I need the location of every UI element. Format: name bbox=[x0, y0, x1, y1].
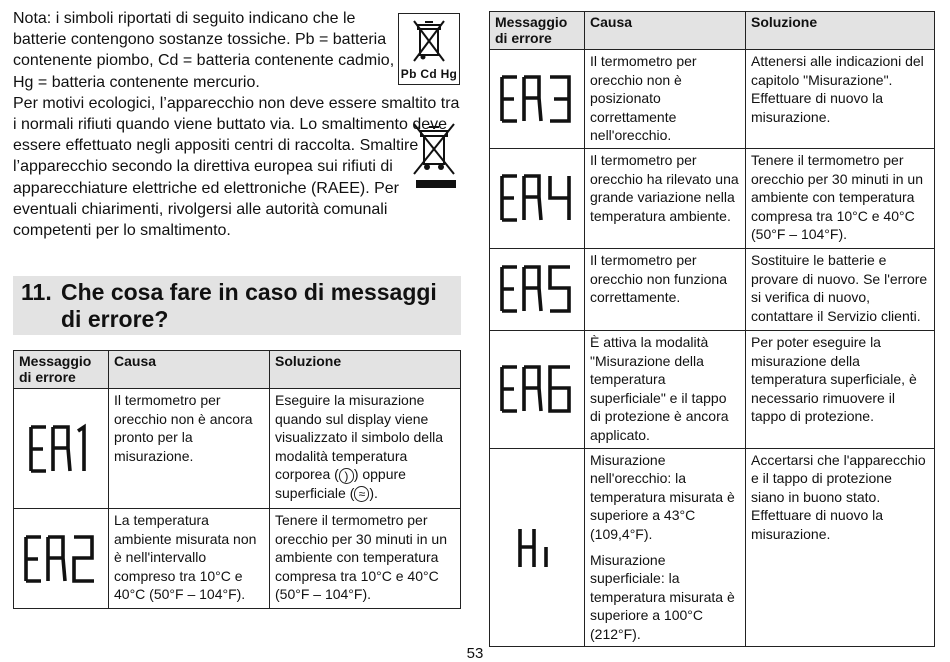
error-table-right bbox=[489, 11, 935, 647]
cause-hi-surface: Misurazione superficiale: la temperatura misurata è superiore a 100°C (212°F). bbox=[590, 551, 735, 642]
section-title-line1: Che cosa fare in caso di messaggi bbox=[61, 279, 437, 305]
page-number: 53 bbox=[466, 645, 484, 662]
header-cause: Causa bbox=[585, 12, 746, 50]
table-row bbox=[490, 330, 935, 448]
solution-er2: Tenere il termometro per orecchio per 30 minuti in un ambiente con temperatura compresa tra 10°C e 40°C (50°F – 104°F). bbox=[270, 509, 461, 609]
solution-er5: Sostituire le batterie e provare di nuovo. Se l'errore si verifica di nuovo, contattare il Servizio clienti. bbox=[746, 248, 935, 330]
cause-er3: Il termometro per orecchio non è posizionato correttamente nell'orecchio. bbox=[585, 50, 746, 149]
solution-er3: Attenersi alle indicazioni del capitolo "Misurazione". Effettuare di nuovo la misurazione. bbox=[746, 50, 935, 149]
table-row bbox=[490, 448, 935, 647]
header-cause: Causa bbox=[109, 351, 270, 389]
table-row bbox=[490, 248, 935, 330]
solution-er4: Tenere il termometro per orecchio per 30 minuti in un ambiente con temperatura compresa tra 10°C e 40°C (50°F – 104°F). bbox=[746, 148, 935, 248]
section-number: 11. bbox=[21, 279, 52, 305]
table-row bbox=[490, 50, 935, 149]
cause-er2: La temperatura ambiente misurata non è nell'intervallo compreso tra 10°C e 40°C (50°F – 104°F). bbox=[109, 509, 270, 609]
table-row bbox=[490, 148, 935, 248]
section-heading bbox=[13, 276, 461, 335]
header-solution: Soluzione bbox=[270, 351, 461, 389]
error-code-er6 bbox=[490, 330, 585, 448]
lcd-display-er3 bbox=[497, 73, 577, 125]
error-table-left bbox=[13, 350, 461, 609]
cause-hi-ear: Misurazione nell'orecchio: la temperatura misurata è superiore a 43°C (109,4°F). bbox=[590, 451, 735, 542]
error-code-er2 bbox=[14, 509, 109, 609]
table-row bbox=[14, 389, 461, 509]
crossed-bin-icon bbox=[412, 17, 446, 63]
weee-symbol bbox=[408, 120, 460, 192]
crossed-bin-icon bbox=[408, 120, 460, 178]
lcd-display-er1 bbox=[26, 423, 96, 475]
table-header-row bbox=[490, 12, 935, 50]
cause-er5: Il termometro per orecchio non funziona correttamente. bbox=[585, 248, 746, 330]
error-code-er4 bbox=[490, 148, 585, 248]
header-message: Messaggio di errore bbox=[14, 351, 109, 389]
battery-chem-label: Pb Cd Hg bbox=[400, 67, 458, 81]
lcd-display-er4 bbox=[497, 172, 577, 224]
header-message: Messaggio di errore bbox=[490, 12, 585, 50]
table-row bbox=[14, 509, 461, 609]
battery-disposal-symbol bbox=[398, 13, 460, 85]
solution-er6: Per poter eseguire la misurazione della temperatura superficiale, è necessario rimuovere il tappo di protezione. bbox=[746, 330, 935, 448]
solution-hi: Accertarsi che l'apparecchio e il tappo di protezione siano in buono stato. Effettuare di nuovo la misurazione. bbox=[746, 448, 935, 647]
solution-er1: Eseguire la misurazione quando sul display viene visualizzato il simbolo della modalità temperatura corporea ( ) ) oppure superficiale ( ≈ ). bbox=[270, 389, 461, 509]
cause-hi bbox=[585, 448, 746, 647]
error-code-er1 bbox=[14, 389, 109, 509]
table-header-row bbox=[14, 351, 461, 389]
lcd-display-er2 bbox=[21, 533, 101, 585]
lcd-display-er5 bbox=[497, 263, 577, 315]
battery-note: Nota: i simboli riportati di seguito indicano che le batterie contengono sostanze tossiche. Pb = batteria contenente piombo, Cd = batteria contenente cadmio, Hg = batteria contenente mercurio. bbox=[13, 10, 395, 91]
error-code-hi bbox=[490, 448, 585, 647]
error-code-er5 bbox=[490, 248, 585, 330]
lcd-display-hi bbox=[512, 525, 562, 571]
cause-er1: Il termometro per orecchio non è ancora pronto per la misurazione. bbox=[109, 389, 270, 509]
section-title-line2: di errore? bbox=[61, 306, 169, 332]
header-solution: Soluzione bbox=[746, 12, 935, 50]
lcd-display-er6 bbox=[497, 363, 577, 415]
intro-text bbox=[13, 8, 463, 241]
error-code-er3 bbox=[490, 50, 585, 149]
cause-er4: Il termometro per orecchio ha rilevato una grande variazione nella temperatura ambiente. bbox=[585, 148, 746, 248]
ear-mode-icon: ) bbox=[339, 468, 354, 484]
disposal-note: Per motivi ecologici, l’apparecchio non deve essere smaltito tra i normali rifiuti quando viene buttato via. Lo smaltimento deve essere effettuato negli appositi centri di raccolta. Smaltire l’apparecchio secondo la direttiva europea sui rifiuti di apparecchiature elettriche ed elettroniche (RAEE). Per eventuali chiarimenti, rivolgersi alle autorità comunali competenti per lo smaltimento. bbox=[13, 94, 460, 240]
surface-mode-icon: ≈ bbox=[354, 486, 369, 502]
weee-bar bbox=[416, 180, 456, 188]
cause-er6: È attiva la modalità "Misurazione della temperatura superficiale" e il tappo di protezione è ancora applicato. bbox=[585, 330, 746, 448]
